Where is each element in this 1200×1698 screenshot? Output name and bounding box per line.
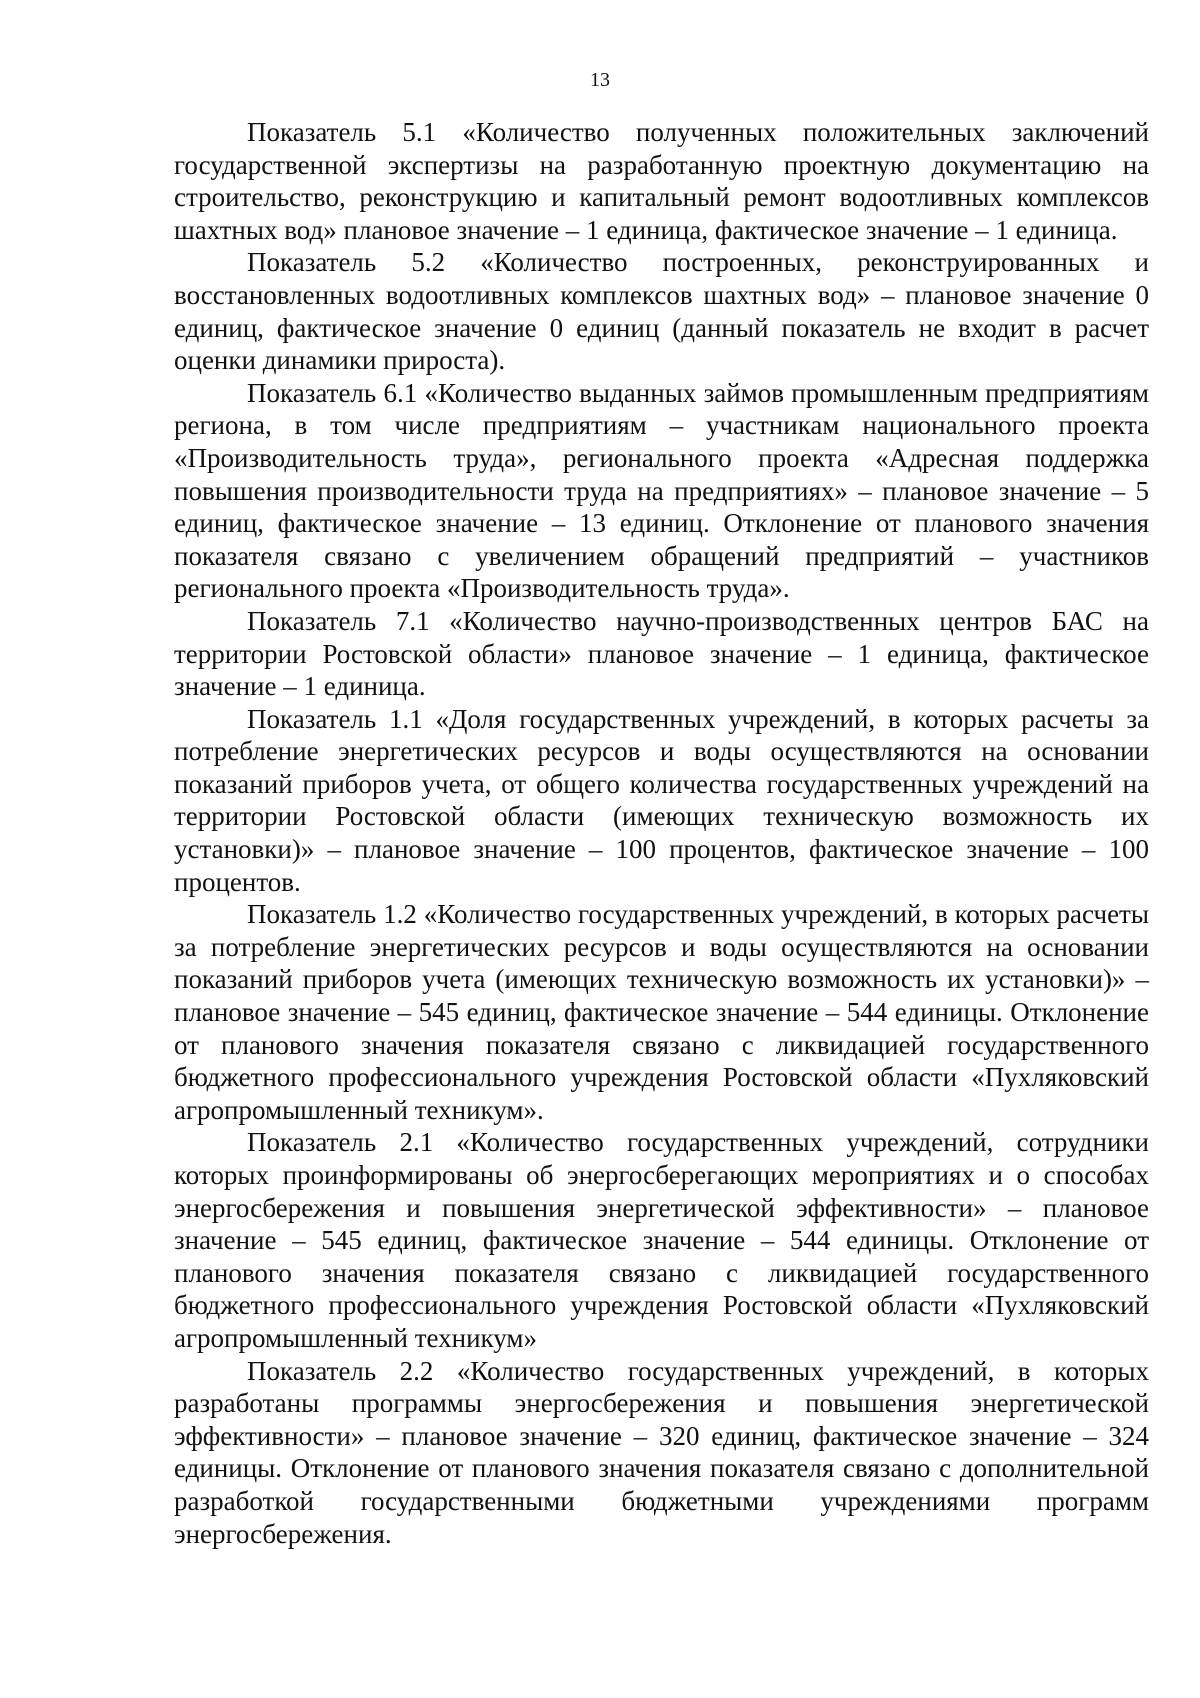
paragraph-indicator-5-2: Показатель 5.2 «Количество построенных, реконструированных и восстановленных водоотливных комплексов шахтных вод» – плановое значение 0 единиц, фактическое значение 0 единиц (данный показатель не входит в расчет оценки динамики прироста). (174, 247, 1149, 376)
paragraph-indicator-1-1: Показатель 1.1 «Доля государственных учреждений, в которых расчеты за потребление энергетических ресурсов и воды осуществляются на основании показаний приборов учета, от общего количества государственных учреждений на территории Ростовской области (имеющих техническую возможность их установки)» – плановое значение – 100 процентов, фактическое значение – 100 процентов. (174, 703, 1149, 897)
paragraph-indicator-2-1: Показатель 2.1 «Количество государственных учреждений, сотрудники которых проинформированы об энергосберегающих мероприятиях и о способах энергосбережения и повышения энергетической эффективности» – плановое значение – 545 единиц, фактическое значение – 544 единицы. Отклонение от планового значения показателя связано с ликвидацией государственного бюджетного профессионального учреждения Ростовской области «Пухляковский агропромышленный техникум» (174, 1127, 1149, 1353)
paragraph-indicator-5-1: Показатель 5.1 «Количество полученных положительных заключений государственной экспертизы на разработанную проектную документацию на строительство, реконструкцию и капитальный ремонт водоотливных комплексов шахтных вод» плановое значение – 1 единица, фактическое значение – 1 единица. (174, 117, 1149, 245)
paragraph-indicator-2-2: Показатель 2.2 «Количество государственных учреждений, в которых разработаны программы энергосбережения и повышения энергетической эффективности» – плановое значение – 320 единиц, фактическое значение – 324 единицы. Отклонение от планового значения показателя связано с дополнительной разработкой государственными бюджетными учреждениями программ энергосбережения. (174, 1355, 1149, 1549)
paragraph-indicator-7-1: Показатель 7.1 «Количество научно-производственных центров БАС на территории Ростовской области» плановое значение – 1 единица, фактическое значение – 1 единица. (174, 605, 1149, 702)
document-body (174, 116, 1149, 1550)
paragraph-indicator-6-1: Показатель 6.1 «Количество выданных займов промышленным предприятиям региона, в том числе предприятиям – участникам национального проекта «Производительность труда», регионального проекта «Адресная поддержка повышения производительности труда на предприятиях» – плановое значение – 5 единиц, фактическое значение – 13 единиц. Отклонение от планового значения показателя связано с увеличением обращений предприятий – участников регионального проекта «Производительность труда». (174, 377, 1149, 604)
paragraph-indicator-1-2: Показатель 1.2 «Количество государственных учреждений, в которых расчеты за потребление энергетических ресурсов и воды осуществляются на основании показаний приборов учета (имеющих техническую возможность их установки)» – плановое значение – 545 единиц, фактическое значение – 544 единицы. Отклонение от планового значения показателя связано с ликвидацией государственного бюджетного профессионального учреждения Ростовской области «Пухляковский агропромышленный техникум». (174, 899, 1149, 1125)
page-number: 13 (590, 69, 610, 91)
